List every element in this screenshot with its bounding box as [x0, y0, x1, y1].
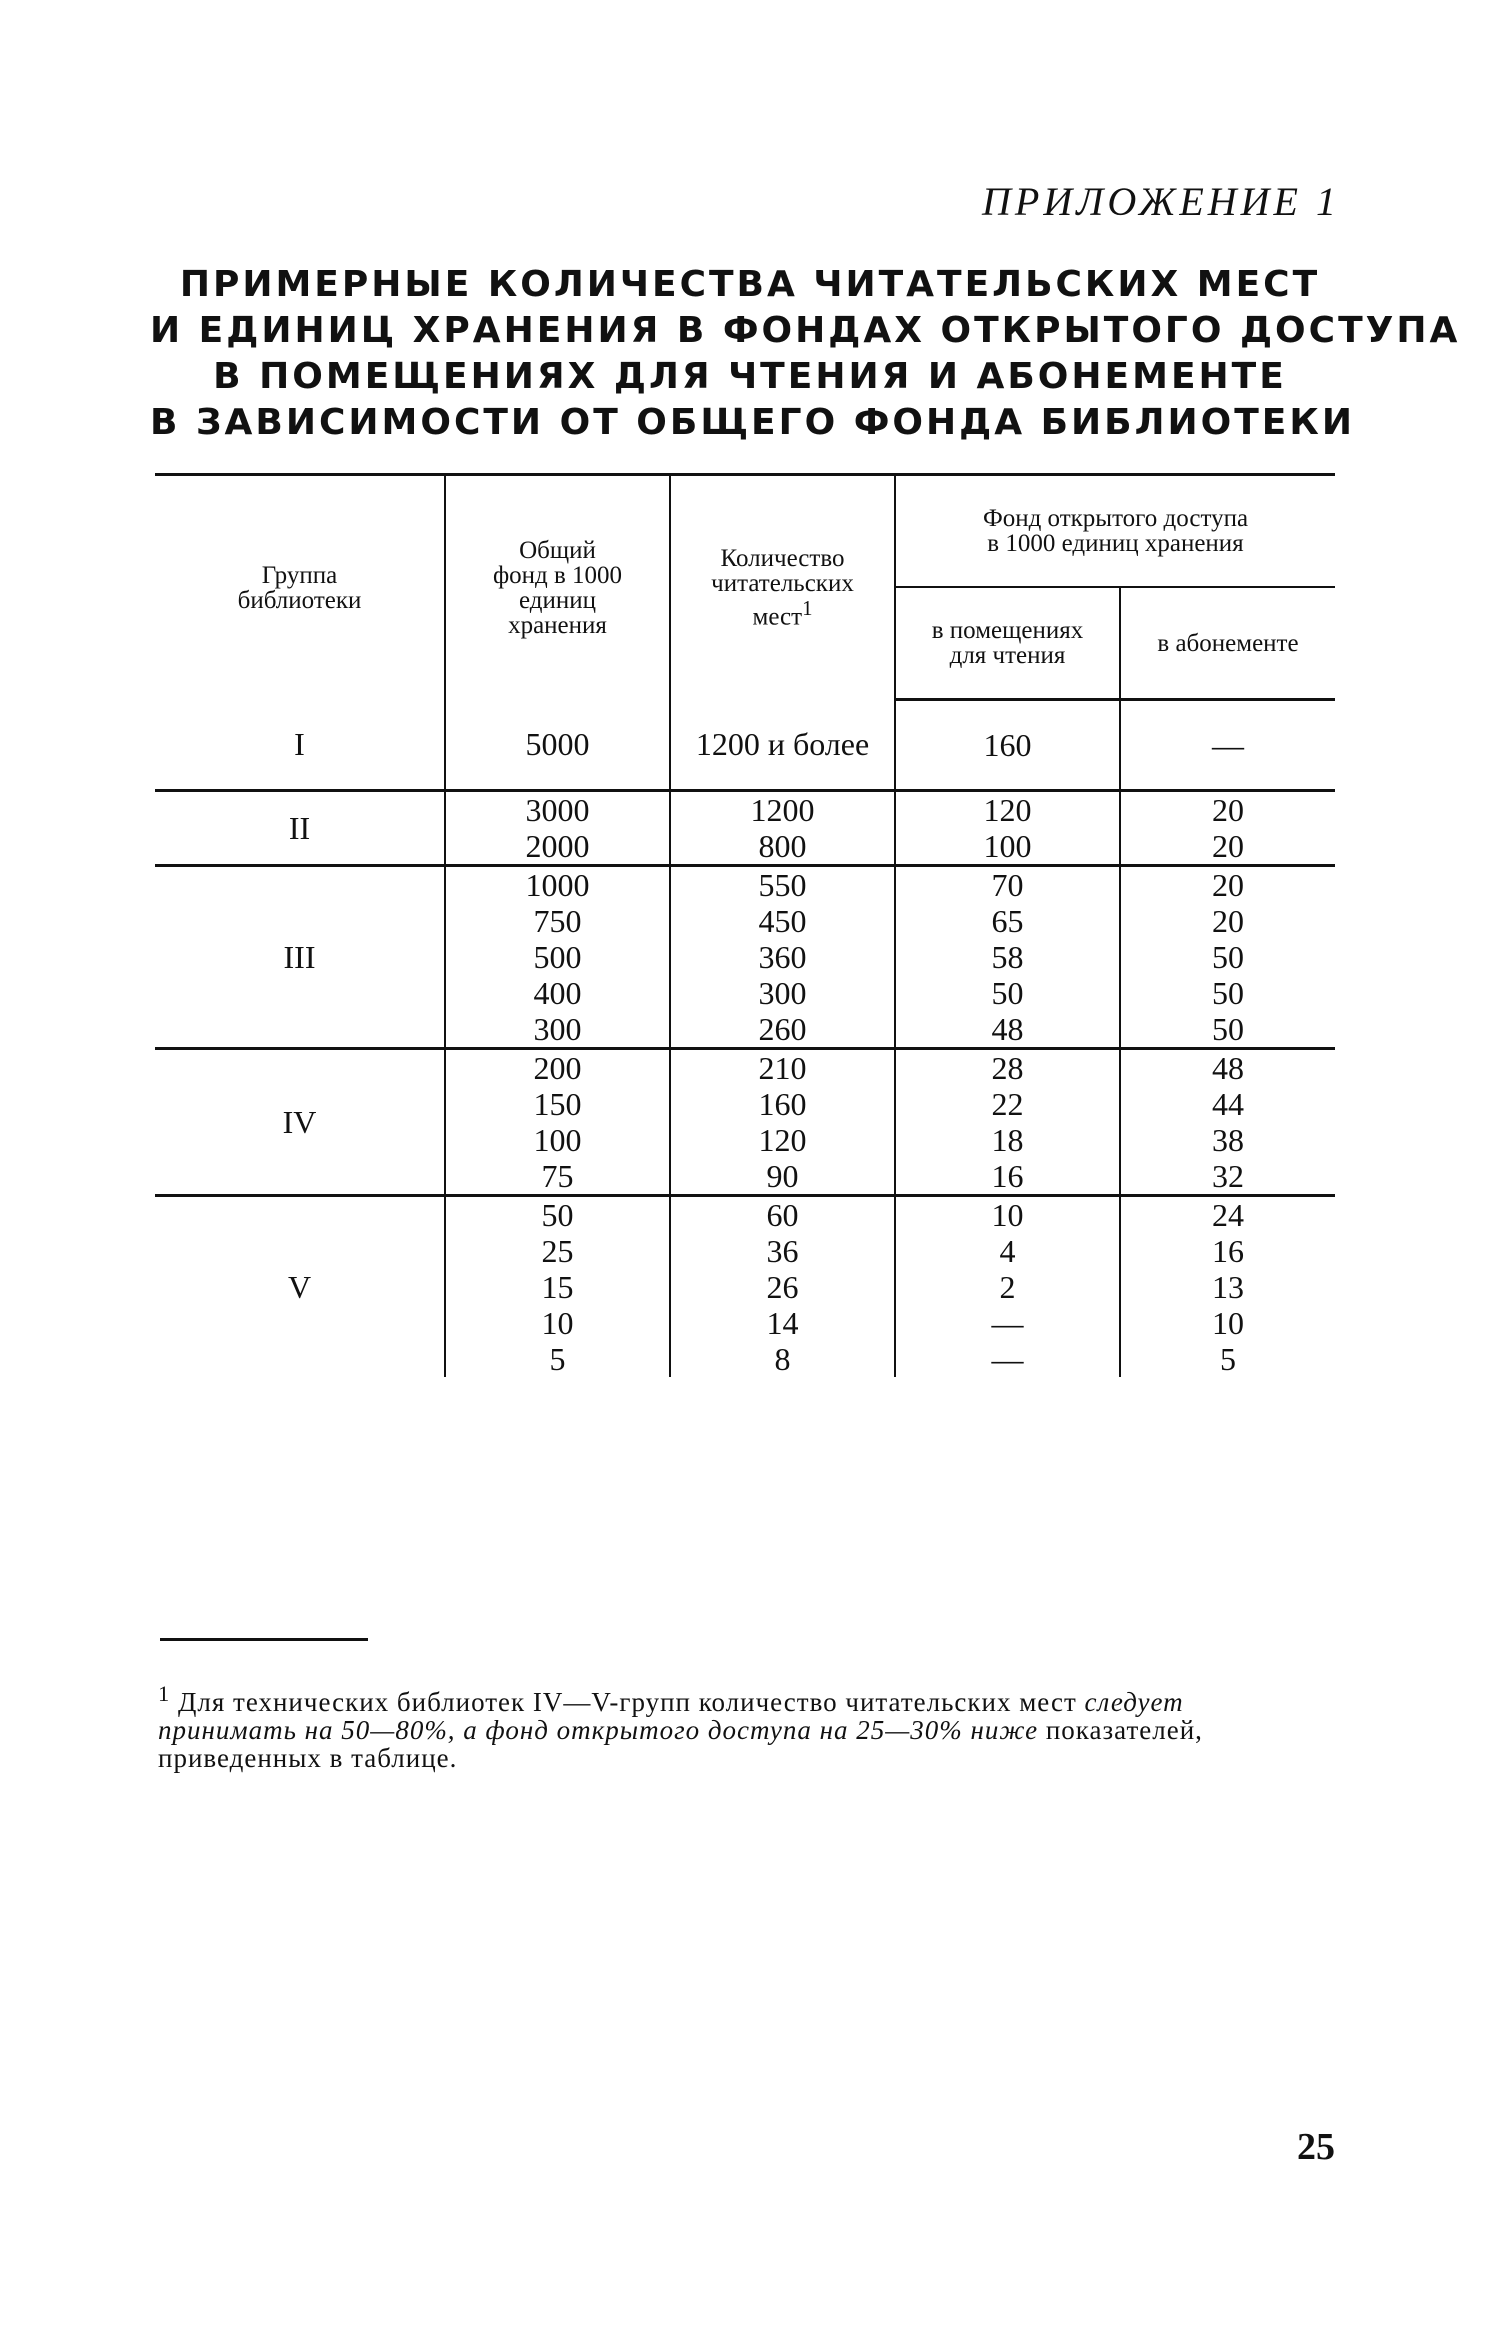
reading-value: 16 — [991, 1158, 1024, 1194]
fund-value: 50 — [541, 1197, 574, 1233]
footnote-text-italic: следует принимать на 50—80%, а фонд открытого доступа на 25—30% ниже — [158, 1687, 1184, 1745]
fund-value: 75 — [541, 1158, 574, 1194]
lending-value: 13 — [1212, 1269, 1244, 1305]
title-line-3: В ПОМЕЩЕНИЯХ ДЛЯ ЧТЕНИЯ И АБОНЕМЕНТЕ — [213, 356, 1287, 397]
title-line-1: ПРИМЕРНЫЕ КОЛИЧЕСТВА ЧИТАТЕЛЬСКИХ МЕСТ — [179, 264, 1321, 305]
lending-value: 50 — [1212, 1011, 1244, 1047]
fund-value: 15 — [541, 1269, 574, 1305]
table-row — [155, 1196, 1335, 1378]
reading-value: 18 — [991, 1122, 1024, 1158]
fund-value: 400 — [533, 975, 582, 1011]
page-title — [150, 262, 1461, 446]
fund-cell — [445, 1196, 670, 1378]
seats-value: 1200 — [750, 792, 815, 828]
appendix-label: ПРИЛОЖЕНИЕ 1 — [982, 179, 1340, 224]
footnote-text-1: Для технических библиотек IV—V-групп количество читательских мест — [178, 1687, 1077, 1717]
seats-cell — [670, 1196, 895, 1378]
reading-value: 10 — [991, 1197, 1024, 1233]
reading-value: 50 — [991, 975, 1024, 1011]
library-seats-table — [155, 473, 1335, 1377]
lending-value: — — [1212, 727, 1244, 763]
footnote-text-2: показателей, приведенных в таблице. — [158, 1715, 1203, 1773]
table-body — [155, 700, 1335, 1378]
header-seats: Количество читательских мест$^1$ — [670, 475, 895, 700]
reading-value: 100 — [983, 828, 1032, 864]
group-cell: V — [155, 1196, 445, 1378]
group-cell: I — [155, 700, 445, 791]
fund-value: 200 — [533, 1050, 582, 1086]
lending-value: 5 — [1220, 1341, 1236, 1377]
group-cell: IV — [155, 1049, 445, 1196]
lending-value: 24 — [1212, 1197, 1244, 1233]
fund-cell — [445, 866, 670, 1049]
fund-value: 5000 — [525, 726, 590, 763]
lending-cell — [1120, 1196, 1335, 1378]
seats-value: 8 — [774, 1341, 791, 1377]
seats-value: 120 — [758, 1122, 807, 1158]
fund-value: 500 — [533, 939, 582, 975]
lending-value: 20 — [1212, 828, 1244, 864]
lending-value: 44 — [1212, 1086, 1244, 1122]
reading-value: 58 — [991, 939, 1024, 975]
footnote-mark: 1 — [158, 1681, 171, 1706]
reading-value: 48 — [991, 1011, 1024, 1047]
reading-value: — — [991, 1341, 1024, 1377]
seats-value: 360 — [758, 939, 807, 975]
table-row — [155, 1049, 1335, 1196]
lending-value: 20 — [1212, 903, 1244, 939]
title-line-2: И ЕДИНИЦ ХРАНЕНИЯ В ФОНДАХ ОТКРЫТОГО ДОСТУПА — [150, 310, 1461, 351]
lending-value: 50 — [1212, 939, 1244, 975]
page-number: 25 — [1297, 2126, 1335, 2168]
lending-value: 20 — [1212, 867, 1244, 903]
seats-value: 36 — [766, 1233, 799, 1269]
reading-cell — [895, 1196, 1120, 1378]
lending-value: 16 — [1212, 1233, 1244, 1269]
header-group: Группа библиотеки — [155, 475, 445, 700]
lending-value: 20 — [1212, 792, 1244, 828]
lending-value: 38 — [1212, 1122, 1244, 1158]
reading-value: 65 — [991, 903, 1024, 939]
table-row — [155, 866, 1335, 1049]
seats-value: 260 — [758, 1011, 807, 1047]
seats-value: 450 — [758, 903, 807, 939]
lending-cell — [1120, 700, 1335, 791]
reading-value: — — [991, 1305, 1024, 1341]
lending-cell — [1120, 791, 1335, 866]
fund-value: 1000 — [525, 867, 590, 903]
reading-cell — [895, 791, 1120, 866]
seats-value: 1200 и более — [695, 726, 870, 763]
group-cell: III — [155, 866, 445, 1049]
fund-value: 750 — [533, 903, 582, 939]
header-fund: Общий фонд в 1000 единиц хранения — [445, 475, 670, 700]
reading-value: 2 — [999, 1269, 1016, 1305]
seats-value: 210 — [758, 1050, 807, 1086]
seats-cell — [670, 700, 895, 791]
seats-cell — [670, 1049, 895, 1196]
fund-cell — [445, 791, 670, 866]
footnote-divider — [160, 1638, 368, 1641]
title-line-4: В ЗАВИСИМОСТИ ОТ ОБЩЕГО ФОНДА БИБЛИОТЕКИ — [150, 402, 1355, 443]
header-open-access: Фонд открытого доступа в 1000 единиц хранения — [895, 475, 1335, 588]
footnote — [158, 1680, 1298, 1772]
reading-cell — [895, 866, 1120, 1049]
seats-cell — [670, 866, 895, 1049]
fund-value: 25 — [541, 1233, 574, 1269]
fund-value: 150 — [533, 1086, 582, 1122]
seats-value: 90 — [766, 1158, 799, 1194]
reading-value: 28 — [991, 1050, 1024, 1086]
footnote-ref: 1 — [802, 596, 813, 621]
seats-value: 550 — [758, 867, 807, 903]
fund-cell — [445, 700, 670, 791]
reading-value: 160 — [983, 727, 1032, 763]
group-cell: II — [155, 791, 445, 866]
header-reading-rooms: в помещениях для чтения — [895, 587, 1120, 700]
reading-value: 4 — [999, 1233, 1016, 1269]
fund-value: 10 — [541, 1305, 574, 1341]
lending-value: 48 — [1212, 1050, 1244, 1086]
reading-cell — [895, 700, 1120, 791]
seats-value: 300 — [758, 975, 807, 1011]
lending-cell — [1120, 1049, 1335, 1196]
fund-value: 100 — [533, 1122, 582, 1158]
lending-value: 50 — [1212, 975, 1244, 1011]
lending-value: 32 — [1212, 1158, 1244, 1194]
seats-value: 800 — [758, 828, 807, 864]
fund-value: 3000 — [525, 792, 590, 828]
reading-cell — [895, 1049, 1120, 1196]
reading-value: 70 — [991, 867, 1024, 903]
fund-value: 300 — [533, 1011, 582, 1047]
lending-value: 10 — [1212, 1305, 1244, 1341]
fund-cell — [445, 1049, 670, 1196]
fund-value: 2000 — [525, 828, 590, 864]
seats-cell — [670, 791, 895, 866]
reading-value: 22 — [991, 1086, 1024, 1122]
seats-value: 160 — [758, 1086, 807, 1122]
header-lending: в абонементе — [1120, 587, 1335, 700]
table-row — [155, 791, 1335, 866]
seats-value: 26 — [766, 1269, 799, 1305]
fund-value: 5 — [549, 1341, 566, 1377]
lending-cell — [1120, 866, 1335, 1049]
seats-value: 14 — [766, 1305, 799, 1341]
seats-value: 60 — [766, 1197, 799, 1233]
table-row — [155, 700, 1335, 791]
reading-value: 120 — [983, 792, 1032, 828]
